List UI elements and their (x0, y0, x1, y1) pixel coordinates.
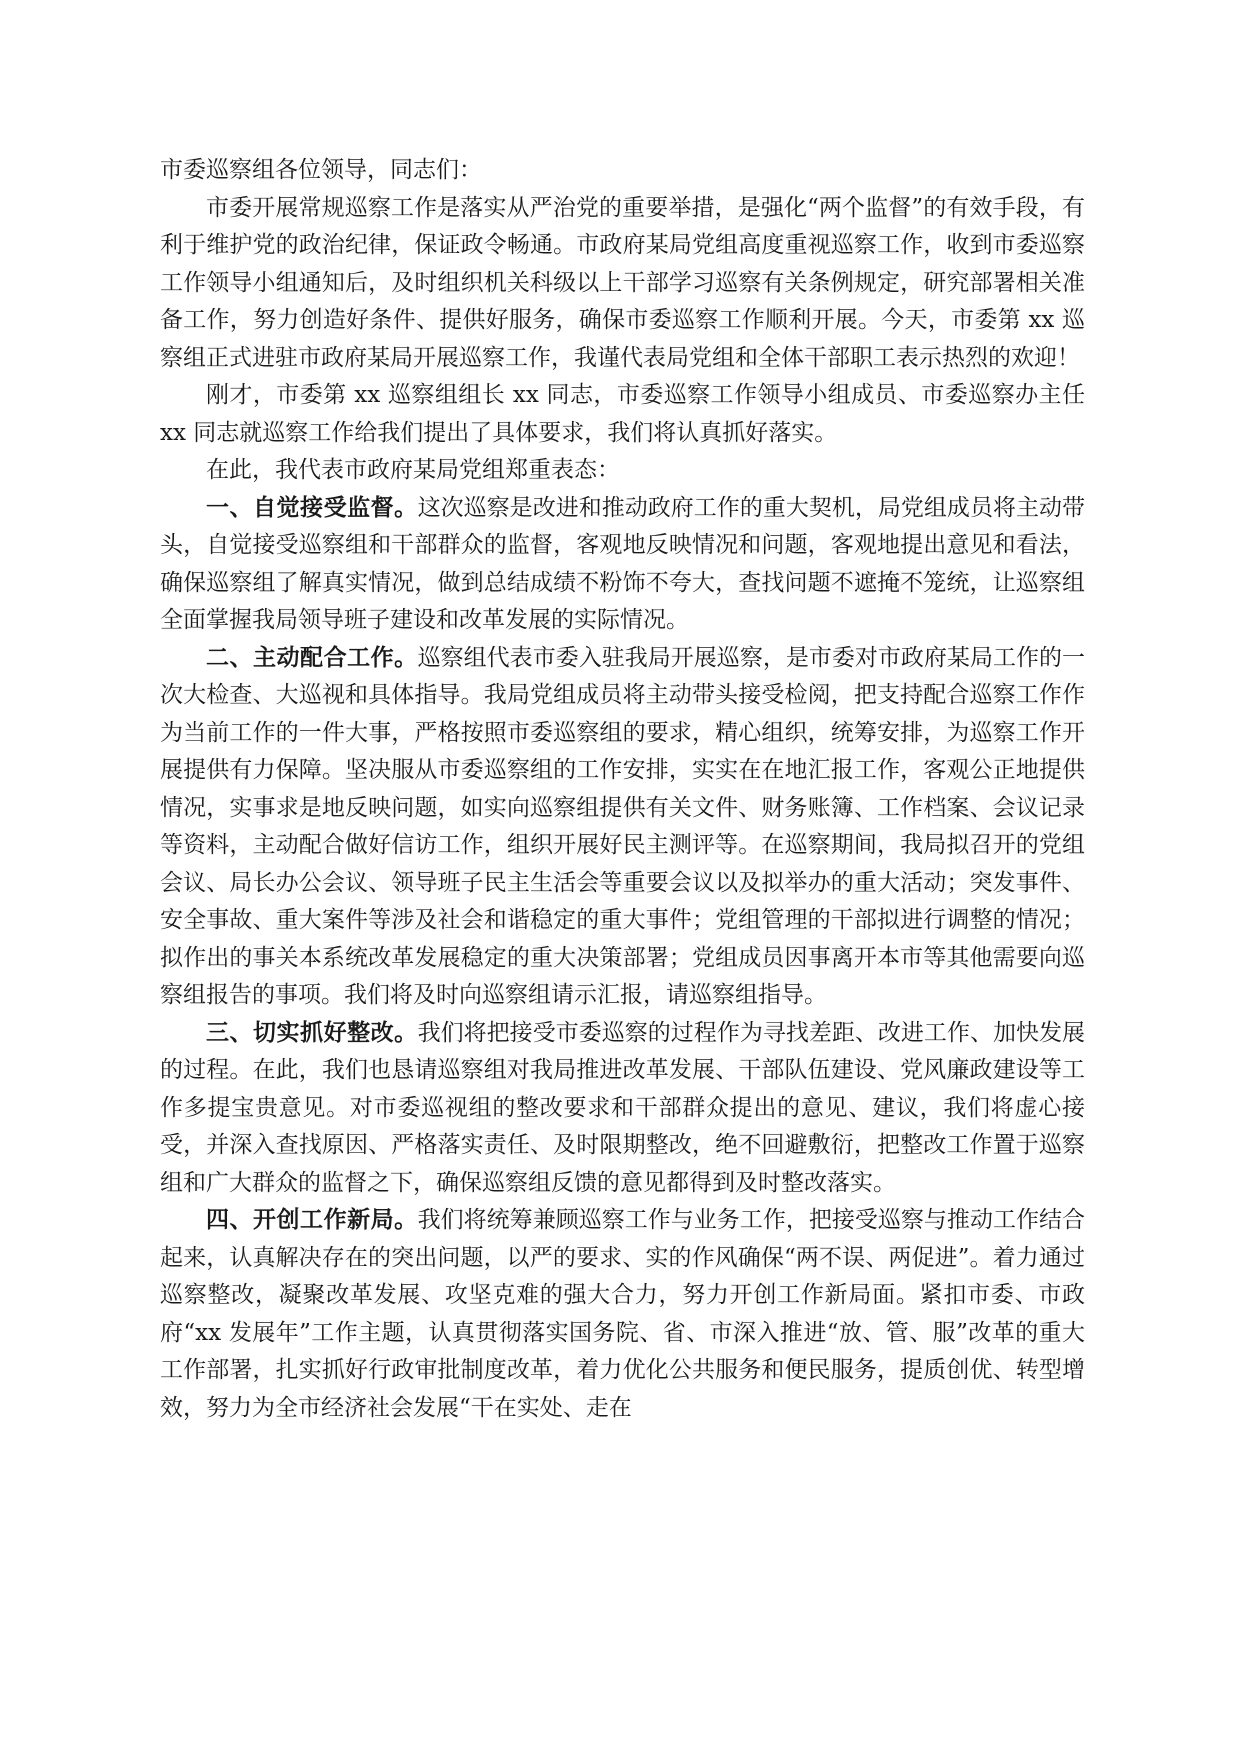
section-3 (160, 1015, 1085, 1203)
section-2-body: 巡察组代表市委入驻我局开展巡察，是市委对市政府某局工作的一次大检查、大巡视和具体指导。我局党组成员将主动带头接受检阅，把支持配合巡察工作作为当前工作的一件大事，严格按照市委巡察组的要求，精心组织，统筹安排，为巡察工作开展提供有力保障。坚决服从市委巡察组的工作安排，实实在在地汇报工作，客观公正地提供情况，实事求是地反映问题，如实向巡察组提供有关文件、财务账簿、工作档案、会议记录等资料，主动配合做好信访工作，组织开展好民主测评等。在巡察期间，我局拟召开的党组会议、局长办公会议、领导班子民主生活会等重要会议以及拟举办的重大活动；突发事件、安全事故、重大案件等涉及社会和谐稳定的重大事件；党组管理的干部拟进行调整的情况；拟作出的事关本系统改革发展稳定的重大决策部署；党组成员因事离开本市等其他需要向巡察组报告的事项。我们将及时向巡察组请示汇报，请巡察组指导。 (160, 644, 1086, 1008)
section-2 (160, 640, 1085, 1015)
paragraph-requirements: 刚才，市委第 xx 巡察组组长 xx 同志，市委巡察工作领导小组成员、市委巡察办主任 xx 同志就巡察工作给我们提出了具体要求，我们将认真抓好落实。 (160, 382, 1085, 446)
section-1 (160, 490, 1085, 640)
salutation: 市委巡察组各位领导，同志们： (160, 157, 482, 183)
paragraph-opening: 市委开展常规巡察工作是落实从严治党的重要举措，是强化“两个监督”的有效手段，有利于维护党的政治纪律，保证政令畅通。市政府某局党组高度重视巡察工作，收到市委巡察工作领导小组通知后，及时组织机关科级以上干部学习巡察有关条例规定，研究部署相关准备工作，努力创造好条件、提供好服务，确保市委巡察工作顺利开展。今天，市委第 xx 巡察组正式进驻市政府某局开展巡察工作，我谨代表局党组和全体干部职工表示热烈的欢迎！ (160, 194, 1085, 371)
section-4-heading: 四、开创工作新局。 (206, 1207, 418, 1233)
section-3-body: 我们将把接受市委巡察的过程作为寻找差距、改进工作、加快发展的过程。在此，我们也恳请巡察组对我局推进改革发展、干部队伍建设、党风廉政建设等工作多提宝贵意见。对市委巡视组的整改要求和干部群众提出的意见、建议，我们将虚心接受，并深入查找原因、严格落实责任、及时限期整改，绝不回避敷衍，把整改工作置于巡察组和广大群众的监督之下，确保巡察组反馈的意见都得到及时整改落实。 (160, 1019, 1086, 1196)
section-2-heading: 二、主动配合工作。 (206, 644, 418, 671)
paragraph-statement-intro: 在此，我代表市政府某局党组郑重表态： (206, 457, 620, 483)
section-4 (160, 1202, 1085, 1427)
section-3-heading: 三、切实抓好整改。 (206, 1019, 418, 1046)
section-1-body: 这次巡察是改进和推动政府工作的重大契机，局党组成员将主动带头，自觉接受巡察组和干部群众的监督，客观地反映情况和问题，客观地提出意见和看法，确保巡察组了解真实情况，做到总结成绩不粉饰不夸大，查找问题不遮掩不笼统，让巡察组全面掌握我局领导班子建设和改革发展的实际情况。 (160, 494, 1086, 633)
document-body (160, 152, 1085, 1427)
section-4-body: 我们将统筹兼顾巡察工作与业务工作，把接受巡察与推动工作结合起来，认真解决存在的突出问题，以严的要求、实的作风确保“两不误、两促进”。着力通过巡察整改，凝聚改革发展、攻坚克难的强大合力，努力开创工作新局面。紧扣市委、市政府“xx 发展年”工作主题，认真贯彻落实国务院、省、市深入推进“放、管、服”改革的重大工作部署，扎实抓好行政审批制度改革，着力优化公共服务和便民服务，提质创优、转型增效，努力为全市经济社会发展“干在实处、走在 (160, 1207, 1086, 1421)
section-1-heading: 一、自觉接受监督。 (206, 494, 418, 521)
